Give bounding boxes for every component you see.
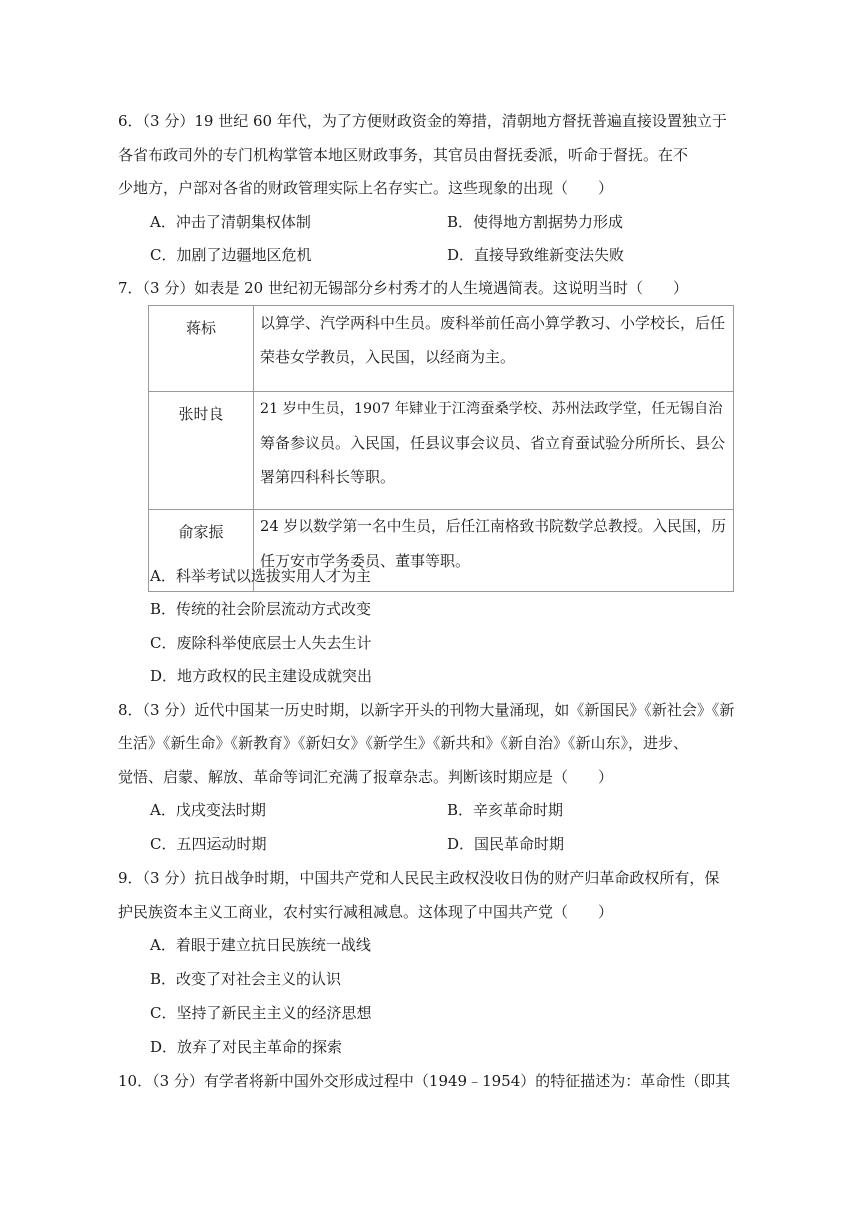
q8-stem-line-1: 8．（3 分）近代中国某一历史时期，以新字开头的刊物大量涌现，如《新国民》《新社会》《新 — [118, 701, 735, 719]
q9-stem-line-1: 9．（3 分）抗日战争时期，中国共产党和人民民主政权没收日伪的财产归革命政权所有，保 — [118, 869, 720, 887]
table-cell-name: 蒋标 — [149, 306, 254, 392]
table-cell-desc: 以算学、汽学两科中生员。废科举前任高小算学教习、小学校长，后任 荣巷女学教员，入民国，以经商为主。 — [254, 306, 734, 392]
q6-stem-line-1: 6．（3 分）19 世纪 60 年代，为了方便财政资金的筹措，清朝地方督抚普遍直接设置独立于 — [118, 112, 727, 130]
q6-option-c[interactable]: C．加剧了边疆地区危机 — [150, 246, 312, 264]
q9-option-c[interactable]: C．坚持了新民主主义的经济思想 — [150, 1004, 372, 1022]
q8-stem-line-3: 觉悟、启蒙、解放、革命等词汇充满了报章杂志。判断该时期应是（ ） — [118, 768, 614, 786]
q7-option-a[interactable]: A．科举考试以选拔实用人才为主 — [150, 567, 371, 585]
q8-option-b[interactable]: B．辛亥革命时期 — [447, 801, 564, 819]
q9-option-d[interactable]: D．放弃了对民主革命的探索 — [150, 1038, 343, 1056]
q7-stem: 7．（3 分）如表是 20 世纪初无锡部分乡村秀才的人生境遇简表。这说明当时（ ） — [118, 279, 688, 297]
table-row — [149, 392, 734, 510]
q7-table — [148, 305, 734, 592]
q9-option-a[interactable]: A．着眼于建立抗日民族统一战线 — [150, 936, 371, 954]
table-cell-desc: 24 岁以数学第一名中生员，后任江南格致书院数学总教授。入民国，历 任万安市学务委员、董事等职。 — [254, 510, 734, 592]
q6-option-b[interactable]: B．使得地方割据势力形成 — [447, 213, 624, 231]
q9-stem-line-2: 护民族资本主义工商业，农村实行减租减息。这体现了中国共产党（ ） — [118, 903, 614, 921]
q6-stem-line-3: 少地方，户部对各省的财政管理实际上名存实亡。这些现象的出现（ ） — [118, 179, 614, 197]
table-cell-desc: 21 岁中生员，1907 年肄业于江湾蚕桑学校、苏州法政学堂，任无锡自治 筹备参议员。入民国，任县议事会议员、省立育蚕试验分所所长、县公 署第四科科长等职。 — [254, 392, 734, 510]
table-cell-name: 张时良 — [149, 392, 254, 510]
table-row — [149, 306, 734, 392]
q7-option-c[interactable]: C．废除科举使底层士人失去生计 — [150, 634, 372, 652]
q7-option-d[interactable]: D．地方政权的民主建设成就突出 — [150, 667, 373, 685]
table-cell-name: 俞家振 — [149, 510, 254, 592]
q8-option-a[interactable]: A．戊戌变法时期 — [150, 801, 266, 819]
q6-stem-line-2: 各省布政司外的专门机构掌管本地区财政事务，其官员由督抚委派，听命于督抚。在不 — [118, 146, 689, 164]
q8-option-c[interactable]: C．五四运动时期 — [150, 835, 267, 853]
q8-option-d[interactable]: D．国民革命时期 — [447, 835, 565, 853]
q8-stem-line-2: 生活》《新生命》《新教育》《新妇女》《新学生》《新共和》《新自治》《新山东》，进步、 — [118, 734, 689, 752]
q9-option-b[interactable]: B．改变了对社会主义的认识 — [150, 970, 342, 988]
q6-option-d[interactable]: D．直接导致维新变法失败 — [447, 246, 625, 264]
q6-option-a[interactable]: A．冲击了清朝集权体制 — [150, 213, 311, 231]
q10-stem: 10．（3 分）有学者将新中国外交形成过程中（1949﹣1954）的特征描述为：革命性（即其 — [118, 1072, 731, 1090]
q7-option-b[interactable]: B．传统的社会阶层流动方式改变 — [150, 600, 372, 618]
